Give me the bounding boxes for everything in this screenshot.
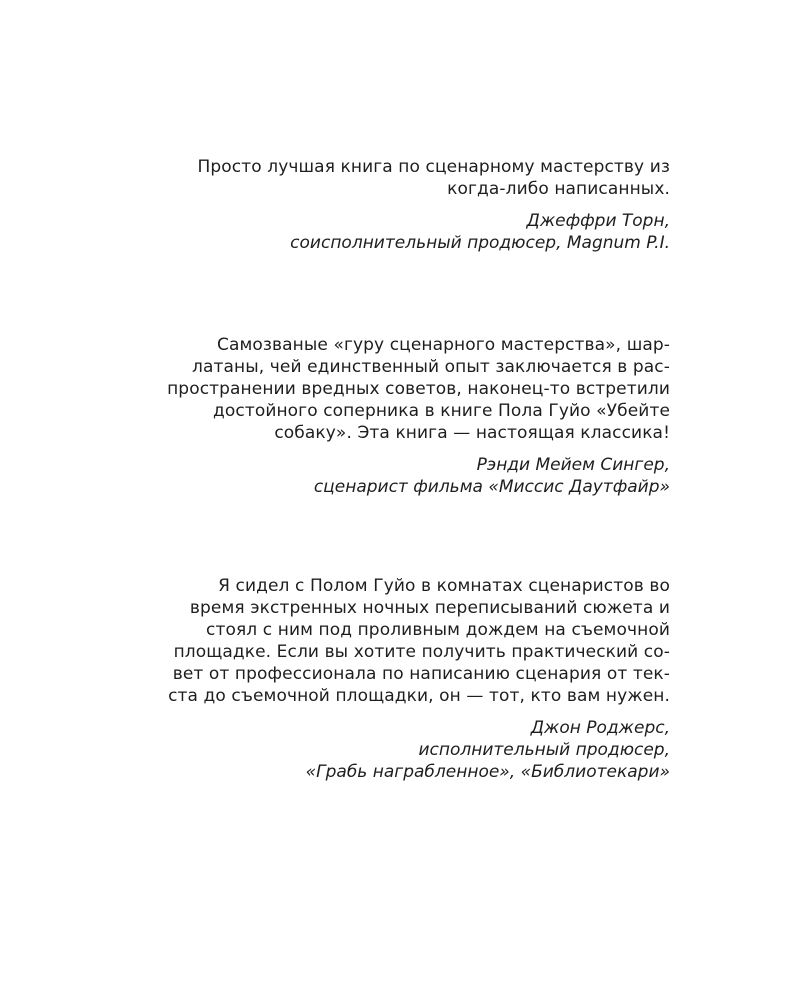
testimonial-quote — [60, 156, 670, 200]
quote-line: стоял с ним под проливным дождем на съемочной — [206, 620, 670, 640]
quote-line: ста до съемочной площадки, он — тот, кто вам нужен. — [168, 686, 670, 706]
quote-line: вет от профессионала по написанию сценария от тек- — [172, 664, 670, 684]
testimonial-attribution — [60, 210, 670, 254]
quote-line: Я сидел с Полом Гуйо в комнатах сценаристов во — [218, 576, 670, 596]
quote-line: время экстренных ночных переписываний сюжета и — [189, 598, 670, 618]
quote-line: собаку». Эта книга — настоящая классика! — [274, 423, 670, 443]
quote-line: когда-либо написанных. — [447, 179, 670, 199]
author-role: соисполнительный продюсер, Magnum P.I. — [290, 233, 670, 253]
testimonial-quote — [60, 575, 670, 707]
quote-line: Самозваные «гуру сценарного мастерства», шар- — [216, 335, 670, 355]
testimonial-attribution — [60, 717, 670, 783]
quote-line: пространении вредных советов, наконец-то встретили — [167, 379, 670, 399]
author-role: сценарист фильма «Миссис Даутфайр» — [313, 477, 670, 497]
quote-line: Просто лучшая книга по сценарному мастерству из — [197, 157, 670, 177]
testimonial-attribution — [60, 454, 670, 498]
author-name: Джон Роджерс, — [530, 718, 670, 738]
testimonial-quote — [60, 334, 670, 444]
testimonial-2 — [60, 334, 670, 498]
quote-line: достойного соперника в книге Пола Гуйо «Убейте — [213, 401, 670, 421]
author-credits: «Грабь награбленное», «Библиотекари» — [305, 762, 670, 782]
author-name: Джеффри Торн, — [526, 211, 670, 231]
quote-line: латаны, чей единственный опыт заключается в рас- — [192, 357, 670, 377]
testimonial-3 — [60, 575, 670, 783]
author-name: Рэнди Мейем Сингер, — [476, 455, 670, 475]
quote-line: площадке. Если вы хотите получить практический со- — [173, 642, 670, 662]
author-role: исполнительный продюсер, — [418, 740, 670, 760]
testimonial-1 — [60, 156, 670, 254]
